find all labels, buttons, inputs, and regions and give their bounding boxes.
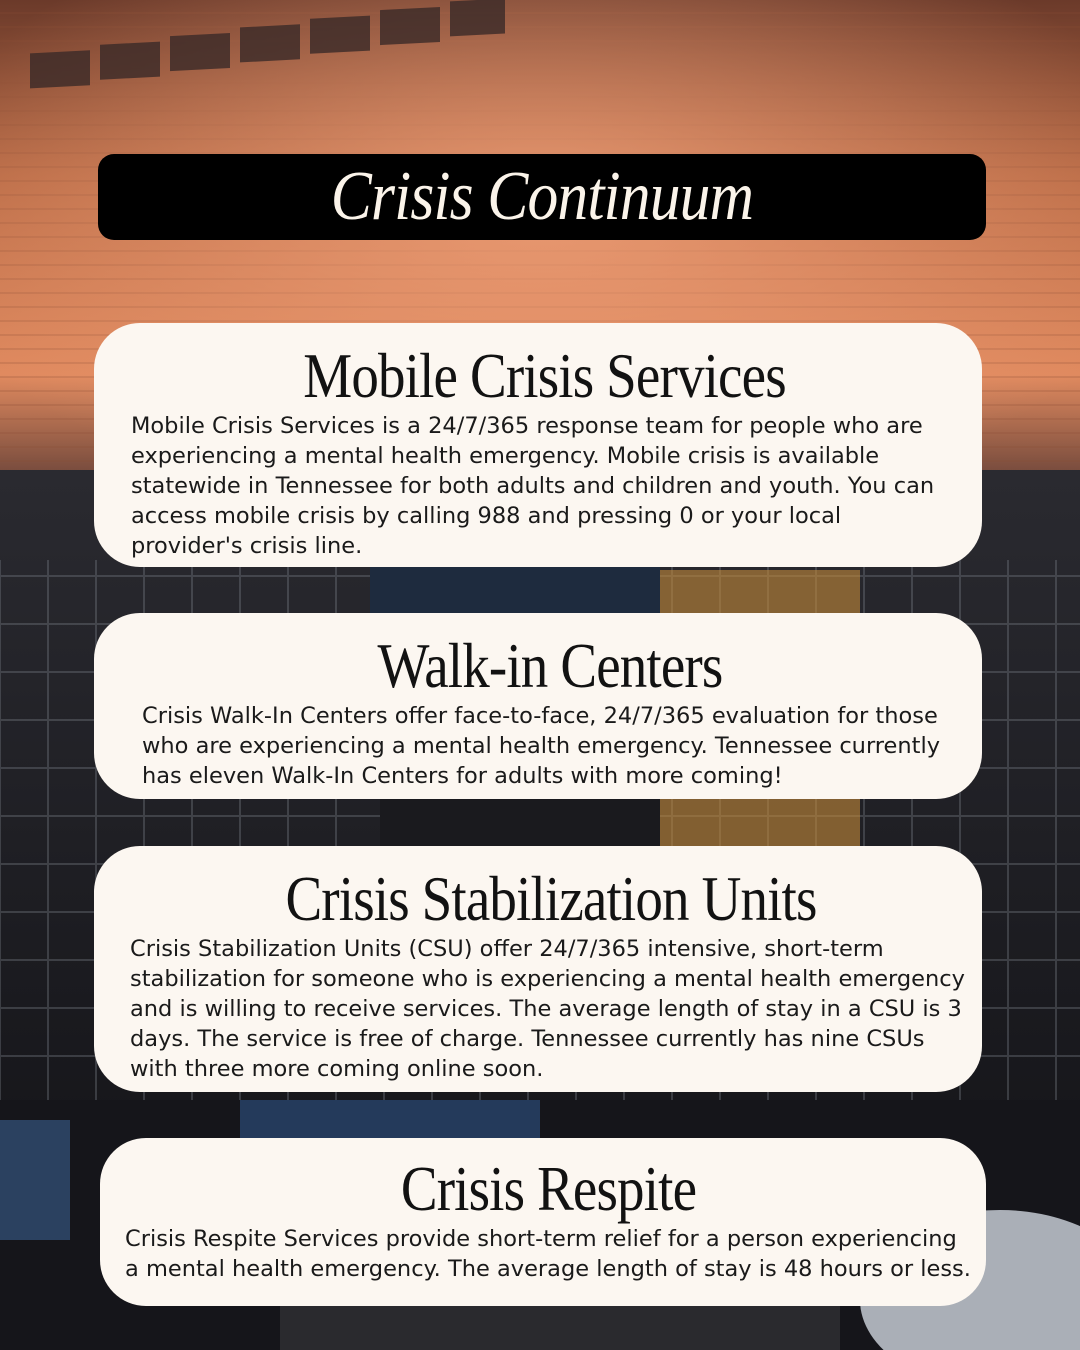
card-mobile-crisis-services <box>94 323 982 567</box>
card-crisis-stabilization-units <box>94 846 982 1092</box>
card-body: Crisis Respite Services provide short-term relief for a person experiencing a mental health emergency. The average length of stay is 48 hours or less. <box>125 1226 971 1282</box>
card-body: Crisis Stabilization Units (CSU) offer 24/7/365 intensive, short-term stabilization for someone who is experiencing a mental health emergency and is willing to receive services. The average length of stay in a CSU is 3 days. The service is free of charge. Tennessee currently has nine CSUs with three more coming online soon. <box>130 936 965 1082</box>
card-title: Mobile Crisis Services <box>303 340 786 411</box>
title-banner <box>98 154 986 240</box>
card-title: Crisis Respite <box>400 1153 697 1224</box>
card-walk-in-centers <box>94 613 982 799</box>
card-title: Walk-in Centers <box>377 630 723 701</box>
page-title: Crisis Continuum <box>330 158 754 235</box>
card-body: Crisis Walk-In Centers offer face-to-face, 24/7/365 evaluation for those who are experiencing a mental health emergency. Tennessee currently has eleven Walk-In Centers for adults with more coming! <box>142 703 941 789</box>
card-body: Mobile Crisis Services is a 24/7/365 response team for people who are experiencing a mental health emergency. Mobile crisis is available statewide in Tennessee for both adults and children and youth. You can access mobile crisis by calling 988 and pressing 0 or your local provider's crisis line. <box>131 413 935 559</box>
card-title: Crisis Stabilization Units <box>285 863 817 934</box>
card-crisis-respite <box>100 1138 986 1306</box>
